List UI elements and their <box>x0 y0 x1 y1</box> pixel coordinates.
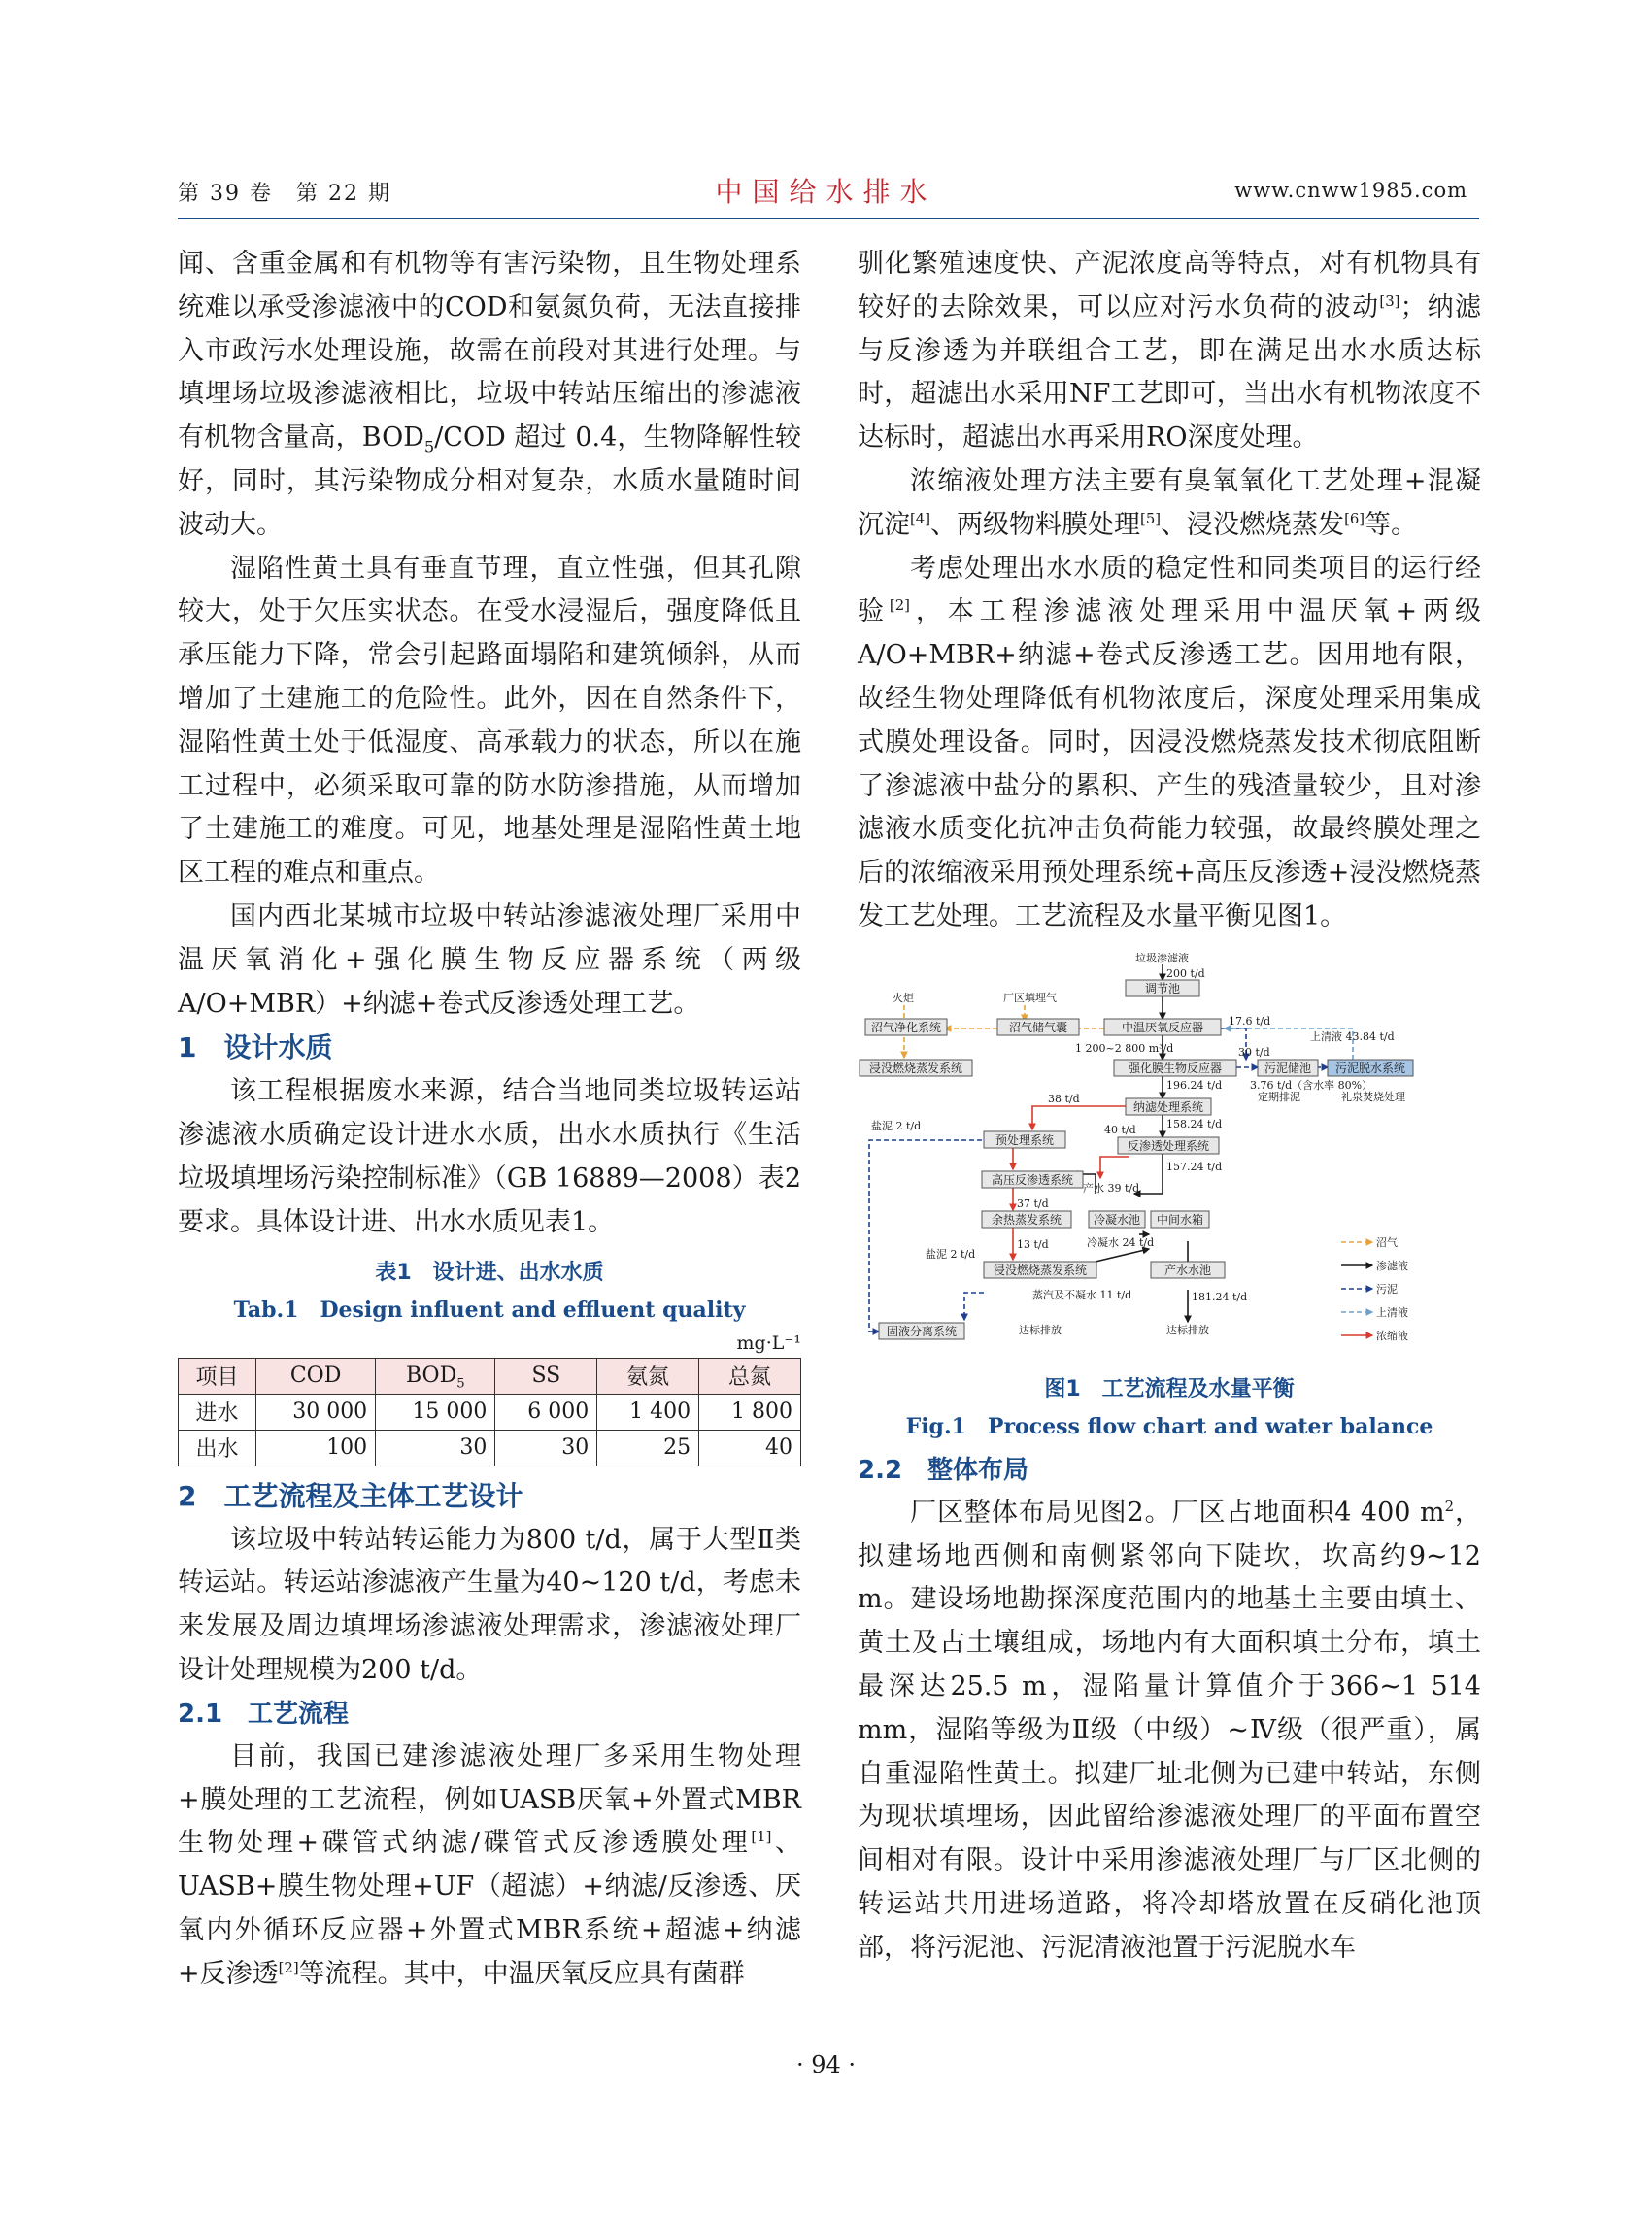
table-caption-cn: 表1 设计进、出水水质 <box>375 1260 604 1285</box>
quality-table <box>178 1358 801 1466</box>
table-cell: 6 000 <box>495 1394 597 1430</box>
box-label: 产水水池 <box>1163 1263 1212 1277</box>
flow-label: 17.6 t/d <box>1229 1014 1271 1028</box>
box-label: 中温厌氧反应器 <box>1121 1020 1204 1034</box>
table-header-cell: COD <box>255 1358 375 1394</box>
table-row <box>179 1394 801 1430</box>
sludge-line <box>869 1140 982 1332</box>
table-caption-en: Tab.1 Design influent and effluent quality <box>233 1297 746 1323</box>
flow-label: 181.24 t/d <box>1192 1290 1248 1303</box>
legend-label: 污泥 <box>1376 1282 1398 1296</box>
figure-caption-en: Fig.1 Process flow chart and water balance <box>905 1413 1433 1439</box>
process-flow-figure <box>858 953 1481 1365</box>
flow-label: 3.76 t/d（含水率 80%） <box>1250 1078 1373 1092</box>
table-cell: 30 <box>376 1430 495 1466</box>
legend-label: 沼气 <box>1376 1235 1398 1249</box>
concentrate-line <box>1100 1157 1129 1178</box>
flow-label: 盐泥 2 t/d <box>871 1119 922 1132</box>
box-label: 调节池 <box>1144 981 1181 995</box>
box-label: 污泥储池 <box>1264 1061 1312 1075</box>
flow-label: 冷凝水 24 t/d <box>1087 1235 1155 1249</box>
box-label: 预处理系统 <box>995 1132 1055 1147</box>
paragraph: 闻、含重金属和有机物等有害污染物，且生物处理系统难以承受渗滤液中的COD和氨氮负荷，无法直接排入市政污水处理设施，故需在前段对其进行处理。与填埋场垃圾渗滤液相比，垃圾中转站压缩出的渗滤液有机物含量高，$BOD_5$/COD 超过 0.4，生物降解性较好，同时，其污染物成分相对复杂，水质水量随时间波动大。 <box>178 249 801 540</box>
legend <box>1341 1235 1408 1342</box>
box-label: 沼气净化系统 <box>870 1020 942 1034</box>
header-volume: 第 39 卷 第 22 期 <box>178 182 391 206</box>
flow-label: 定期排泥 <box>1258 1090 1300 1103</box>
flow-label: 157.24 t/d <box>1166 1160 1223 1173</box>
flow-label: 上清液 43.84 t/d <box>1310 1029 1395 1043</box>
flow-label: 达标排放 <box>1019 1323 1062 1336</box>
paragraph: 考虑处理出水水质的稳定性和同类项目的运行经验[2]，本工程渗滤液处理采用中温厌氧+两级A/O+MBR+纳滤+卷式反渗透工艺。因用地有限，故经生物处理降低有机物浓度后，深度处理采用集成式膜处理设备。同时，因浸没燃烧蒸发技术彻底阻断了渗滤液中盐分的累积、产生的残渣量较少，且对渗滤液水质变化抗冲击负荷能力较强，故最终膜处理之后的浓缩液采用预处理系统+高压反渗透+浸没燃烧蒸发工艺处理。工艺流程及水量平衡见图1。 <box>858 553 1482 931</box>
flow-label: 37 t/d <box>1017 1197 1049 1210</box>
table-header-cell: 总氮 <box>699 1358 801 1394</box>
box-label: 污泥脱水系统 <box>1334 1061 1406 1075</box>
table-cell: 30 000 <box>255 1394 375 1430</box>
flow-label: 40 t/d <box>1104 1123 1136 1136</box>
paragraph: 该垃圾中转站转运能力为800 t/d，属于大型Ⅱ类转运站。转运站渗滤液产生量为40~120 t/d，考虑未来发展及周边填埋场渗滤液处理需求，渗滤液处理厂设计处理规模为200 t/d。 <box>178 1524 801 1685</box>
flow-label: 火炬 <box>893 991 914 1004</box>
flow-label: 礼泉焚烧处理 <box>1341 1090 1405 1103</box>
box-label: 固液分离系统 <box>886 1324 958 1338</box>
table-cell: 30 <box>495 1430 597 1466</box>
box-label: 高压反渗透系统 <box>991 1172 1074 1187</box>
flow-label: 厂区填埋气 <box>1003 991 1057 1004</box>
flow-label: 196.24 t/d <box>1166 1078 1223 1092</box>
header-url: www.cnww1985.com <box>1234 179 1467 202</box>
flow-label: 13 t/d <box>1017 1237 1049 1251</box>
section-heading: 1 设计水质 <box>178 1031 333 1064</box>
subsection-heading: 2.2 整体布局 <box>858 1455 1029 1485</box>
flow-diagram <box>858 953 1481 1365</box>
table-cell: 进水 <box>179 1394 256 1430</box>
box-label: 中间水箱 <box>1156 1212 1204 1227</box>
table-cell: 出水 <box>179 1430 256 1466</box>
flow-label: 158.24 t/d <box>1166 1117 1223 1130</box>
box-label: 沼气储气囊 <box>1008 1020 1068 1034</box>
box-label: 冷凝水池 <box>1093 1212 1141 1227</box>
table-cell: 40 <box>699 1430 801 1466</box>
legend-label: 上清液 <box>1376 1305 1408 1319</box>
flow-label: 30 t/d <box>1238 1045 1270 1059</box>
paragraph: 国内西北某城市垃圾中转站渗滤液处理厂采用中温厌氧消化+强化膜生物反应器系统（两级A/O+MBR）+纳滤+卷式反渗透处理工艺。 <box>178 900 801 1019</box>
table-header-cell: 项目 <box>179 1358 256 1394</box>
header-journal: 中国给水排水 <box>715 176 937 208</box>
box-label: 余热蒸发系统 <box>991 1212 1062 1227</box>
box-label: 反渗透处理系统 <box>1127 1138 1210 1153</box>
table-header-row <box>179 1358 801 1394</box>
paragraph: 该工程根据废水来源，结合当地同类垃圾转运站渗滤液水质确定设计进水水质，出水水质执行《生活垃圾填埋场污染控制标准》（GB 16889—2008）表2要求。具体设计进、出水水质见表1。 <box>178 1076 801 1237</box>
table-cell: 1 400 <box>597 1394 699 1430</box>
box-label: 浸没燃烧蒸发系统 <box>993 1263 1088 1277</box>
box-label: 强化膜生物反应器 <box>1128 1061 1223 1075</box>
flow-label: 38 t/d <box>1048 1092 1080 1105</box>
table-cell: 25 <box>597 1430 699 1466</box>
leachate-line <box>1096 1249 1149 1262</box>
table-row <box>179 1430 801 1466</box>
table-unit: mg·L⁻¹ <box>736 1332 801 1354</box>
table-header-cell: SS <box>495 1358 597 1394</box>
figure-caption-cn: 图1 工艺流程及水量平衡 <box>1044 1376 1295 1401</box>
flow-label: 蒸汽及不凝水 11 t/d <box>1032 1288 1132 1301</box>
paragraph: 目前，我国已建渗滤液处理厂多采用生物处理+膜处理的工艺流程，例如UASB厌氧+外置式MBR生物处理+碟管式纳滤/碟管式反渗透膜处理[1]、UASB+膜生物处理+UF（超滤）+纳滤/反渗透、厌氧内外循环反应器+外置式MBR系统+超滤+纳滤+反渗透[2]等流程。其中，中温厌氧反应具有菌群 <box>178 1740 801 1989</box>
paragraph: 湿陷性黄土具有垂直节理，直立性强，但其孔隙较大，处于欠压实状态。在受水浸湿后，强度降低且承压能力下降，常会引起路面塌陷和建筑倾斜，从而增加了土建施工的危险性。此外，因在自然条件下，湿陷性黄土处于低湿度、高承载力的状态，所以在施工过程中，必须采取可靠的防水防渗措施，从而增加了土建施工的难度。可见，地基处理是湿陷性黄土地区工程的难点和重点。 <box>178 553 801 889</box>
box-label: 浸没燃烧蒸发系统 <box>868 1061 963 1075</box>
header-rule <box>178 218 1479 219</box>
legend-label: 浓缩液 <box>1376 1329 1408 1342</box>
left-column <box>178 243 801 1997</box>
table-cell: 100 <box>255 1430 375 1466</box>
table-cell: 1 800 <box>699 1394 801 1430</box>
paragraph: 浓缩液处理方法主要有臭氧氧化工艺处理+混凝沉淀[4]、两级物料膜处理[5]、浸没燃烧蒸发[6]等。 <box>858 465 1481 540</box>
table-header-cell: 氨氮 <box>597 1358 699 1394</box>
right-column <box>858 243 1481 1971</box>
page-number: · 94 · <box>795 2051 857 2078</box>
flow-label: 200 t/d <box>1166 966 1205 980</box>
table-header-cell: $BOD_5$ <box>376 1358 495 1394</box>
flow-label: 1 200~2 800 m³/d <box>1075 1041 1174 1055</box>
section-heading: 2 工艺流程及主体工艺设计 <box>178 1479 523 1512</box>
paragraph: 驯化繁殖速度快、产泥浓度高等特点，对有机物具有较好的去除效果，可以应对污水负荷的波动[3]；纳滤与反渗透为并联组合工艺，即在满足出水水质达标时，超滤出水采用NF工艺即可，当出水有机物浓度不达标时，超滤出水再采用RO深度处理。 <box>858 249 1482 454</box>
table-cell: 15 000 <box>376 1394 495 1430</box>
subsection-heading: 2.1 工艺流程 <box>178 1699 350 1729</box>
legend-label: 渗滤液 <box>1376 1259 1408 1272</box>
flow-label: 达标排放 <box>1166 1323 1209 1336</box>
flow-label: 产水 39 t/d <box>1083 1181 1140 1195</box>
flow-label: 盐泥 2 t/d <box>926 1247 976 1261</box>
flow-label: 垃圾渗滤液 <box>1135 952 1189 964</box>
paragraph: 厂区整体布局见图2。厂区占地面积4 400 $m^2$，拟建场地西侧和南侧紧邻向下陡坎，坎高约9~12 m。建设场地勘探深度范围内的地基土主要由填土、黄土及古土壤组成，场地内有大面积填土分布，填土最深达25.5 m，湿陷量计算值介于366~1 514 mm，湿陷等级为Ⅱ级（中级）~Ⅳ级（很严重），属自重湿陷性黄土。拟建厂址北侧为已建中转站，东侧为现状填埋场，因此留给渗滤液处理厂的平面布置空间相对有限。设计中采用渗滤液处理厂与厂区北侧的转运站共用进场道路，将冷却塔放置在反硝化池顶部，将污泥池、污泥清液池置于污泥脱水车 <box>858 1497 1481 1963</box>
sludge-line <box>964 1293 984 1320</box>
box-label: 纳滤处理系统 <box>1132 1099 1204 1114</box>
